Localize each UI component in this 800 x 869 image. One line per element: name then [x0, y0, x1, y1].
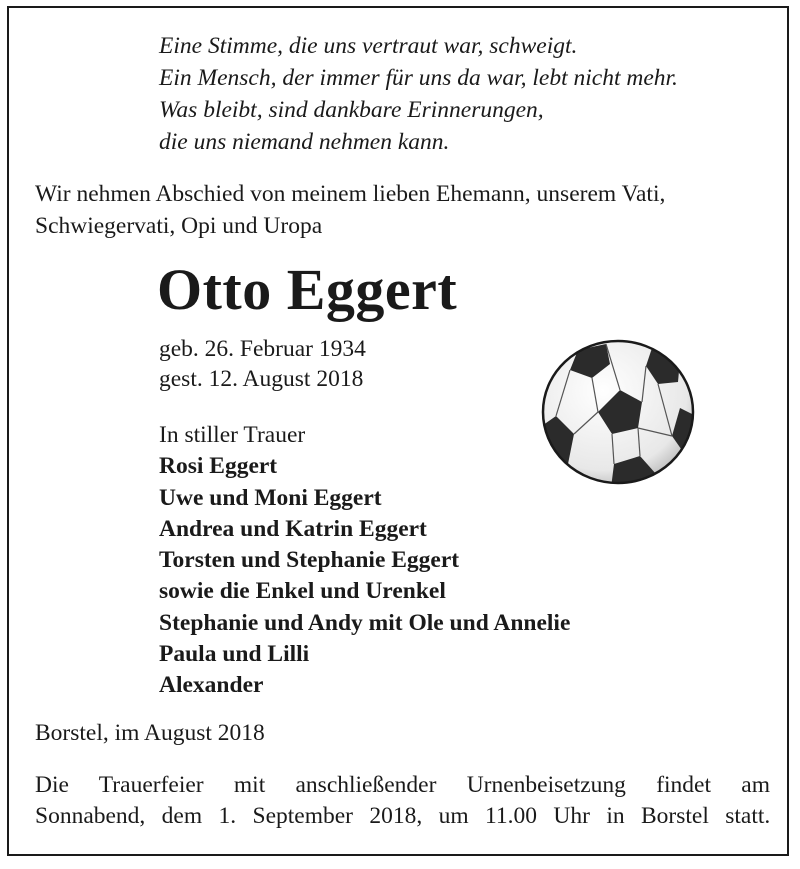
- birth-date: geb. 26. Februar 1934: [159, 336, 366, 362]
- mourner-name: sowie die Enkel und Urenkel: [159, 578, 446, 605]
- mourning-label: In stiller Trauer: [159, 422, 306, 448]
- poem-line: Was bleibt, sind dankbare Erinnerungen,: [159, 97, 544, 123]
- mourner-name: Rosi Eggert: [159, 453, 278, 480]
- poem: [159, 30, 678, 158]
- funeral-line: Sonnabend, dem 1. September 2018, um 11.00 Uhr in Borstel statt.: [35, 803, 771, 829]
- poem-line: die uns niemand nehmen kann.: [159, 129, 450, 155]
- poem-line: Eine Stimme, die uns vertraut war, schweigt.: [159, 33, 578, 59]
- place-and-date: Borstel, im August 2018: [35, 720, 265, 746]
- mourner-name: Uwe und Moni Eggert: [159, 484, 382, 511]
- life-dates: [159, 334, 366, 394]
- death-date: gest. 12. August 2018: [159, 366, 364, 392]
- funeral-line: Die Trauerfeier mit anschließender Urnenbeisetzung findet am: [35, 772, 770, 798]
- deceased-name: Otto Eggert: [157, 257, 458, 322]
- poem-line: Ein Mensch, der immer für uns da war, lebt nicht mehr.: [159, 65, 678, 91]
- mourner-name: Alexander: [159, 672, 264, 699]
- funeral-info: [35, 770, 770, 832]
- mourners-list: [159, 420, 570, 702]
- mourner-name: Stephanie und Andy mit Ole und Annelie: [159, 609, 571, 636]
- mourner-name: Paula und Lilli: [159, 641, 310, 668]
- mourner-name: Andrea und Katrin Eggert: [159, 515, 427, 542]
- mourner-name: Torsten und Stephanie Eggert: [159, 547, 460, 574]
- farewell-intro: Wir nehmen Abschied von meinem lieben Ehemann, unserem Vati, Schwiegervati, Opi und Uropa: [35, 181, 666, 239]
